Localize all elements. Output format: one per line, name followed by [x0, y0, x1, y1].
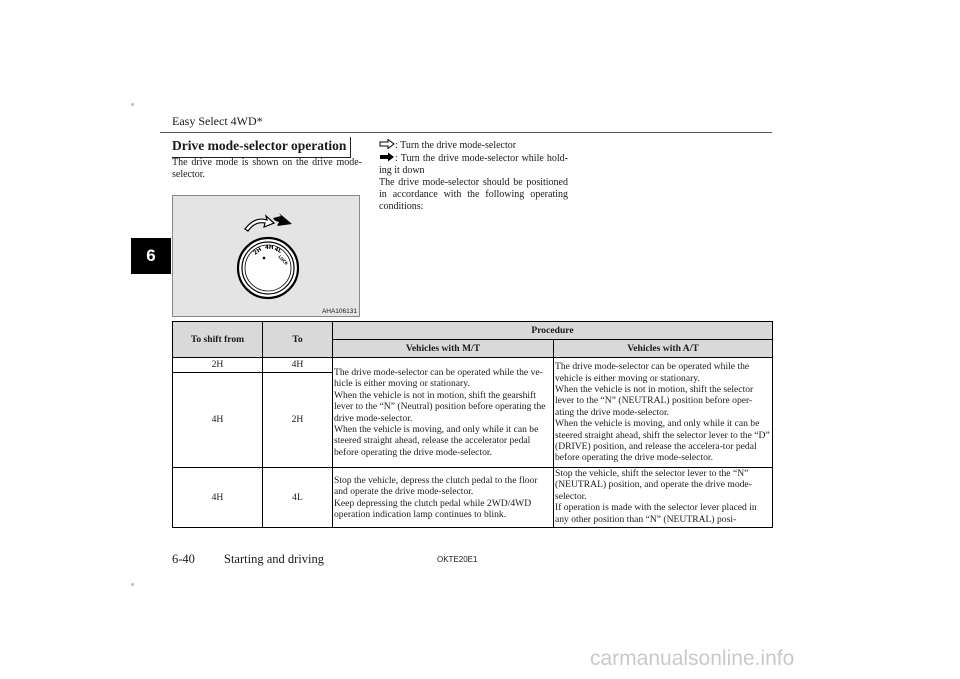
procedure-line: If operation is made with the selector lever placed in any other position than “N” (NEUTRAL) posi- — [555, 502, 757, 525]
drive-mode-procedure-table — [172, 321, 773, 528]
figure-code: AHA106131 — [321, 308, 357, 315]
row-from: 4H — [173, 468, 263, 528]
document-code: OKTE20E1 — [437, 555, 478, 564]
section-title: Drive mode-selector operation — [172, 137, 351, 158]
header-vehicles-at: Vehicles with A/T — [554, 340, 773, 358]
header-vehicles-mt: Vehicles with M/T — [333, 340, 554, 358]
procedure-line: When the vehicle is not in motion, shift the selector lever to the “N” (NEUTRAL) position before oper-ating the drive mode-selector. — [555, 383, 754, 418]
header-rule — [160, 132, 772, 133]
drive-mode-selector-figure — [172, 195, 360, 317]
legend-note: The drive mode-selector should be positioned in accordance with the following operating conditions: — [379, 177, 568, 212]
drive-mode-selector-dial-illustration — [173, 196, 361, 318]
table-row — [173, 468, 773, 528]
legend-turn-text: : Turn the drive mode-selector — [395, 140, 517, 151]
procedure-mt-2h-4h — [333, 358, 554, 468]
turn-hold-arrow-icon — [273, 213, 292, 226]
procedure-line: Keep depressing the clutch pedal while 2WD/4WD operation indication lamp continues to blink. — [334, 497, 532, 520]
table-row — [173, 358, 773, 373]
dial-label-2h: 2H — [252, 246, 264, 257]
legend-turn-hold-text: : Turn the drive mode-selector while hold-ing it down — [379, 153, 568, 176]
header-to: To — [263, 322, 333, 358]
page-number: 6-40 — [172, 552, 195, 566]
dial-label-4l: 4L — [273, 246, 283, 255]
procedure-line: The drive mode-selector can be operated while the ve-hicle is either moving or stationary. — [334, 366, 543, 390]
arrow-legend — [379, 139, 568, 213]
procedure-line: When the vehicle is moving, and only while it can be steered straight ahead, release the accelerator pedal before operating the drive mode-selector. — [334, 423, 539, 458]
procedure-line: Stop the vehicle, shift the selector lever to the “N” (NEUTRAL) position, and operate the drive mode-selector. — [555, 468, 752, 502]
hollow-arrow-icon — [379, 139, 395, 149]
row-from: 4H — [173, 373, 263, 468]
procedure-line: Stop the vehicle, depress the clutch pedal to the floor and operate the drive mode-selector. — [334, 474, 538, 498]
procedure-line: The drive mode-selector can be operated while the vehicle is either moving or stationary. — [555, 361, 750, 384]
procedure-line: When the vehicle is moving, and only while it can be steered straight ahead, shift the selector lever to the “D” (DRIVE) position, and release the accelera-tor pedal before operating the drive mode-selector. — [555, 418, 770, 464]
section-intro: The drive mode is shown on the drive mode-selector. — [172, 157, 362, 180]
row-to: 4H — [263, 358, 333, 373]
solid-arrow-icon — [379, 152, 395, 162]
procedure-at-4h-4l — [554, 468, 773, 528]
row-to: 4L — [263, 468, 333, 528]
chapter-tab: 6 — [131, 238, 171, 274]
dial-label-4h: 4H — [265, 245, 274, 251]
row-to: 2H — [263, 373, 333, 468]
chapter-title: Starting and driving — [224, 552, 324, 566]
procedure-mt-4h-4l — [333, 468, 554, 528]
header-procedure: Procedure — [333, 322, 773, 340]
header-shift-from: To shift from — [173, 322, 263, 358]
watermark: carmanualsonline.info — [590, 647, 795, 670]
legend-turn-hold — [379, 152, 568, 177]
procedure-at-2h-4h — [554, 358, 773, 468]
crop-mark — [131, 103, 134, 106]
procedure-line: When the vehicle is not in motion, shift the gearshift lever to the “N” (Neutral) position before operating the drive mode-selector. — [334, 389, 546, 424]
row-from: 2H — [173, 358, 263, 373]
dial-label-lock: LOCK — [277, 254, 290, 267]
legend-turn — [379, 139, 568, 152]
running-header: Easy Select 4WD* — [172, 114, 263, 128]
turn-arrow-icon — [245, 216, 274, 231]
crop-mark — [131, 583, 134, 586]
